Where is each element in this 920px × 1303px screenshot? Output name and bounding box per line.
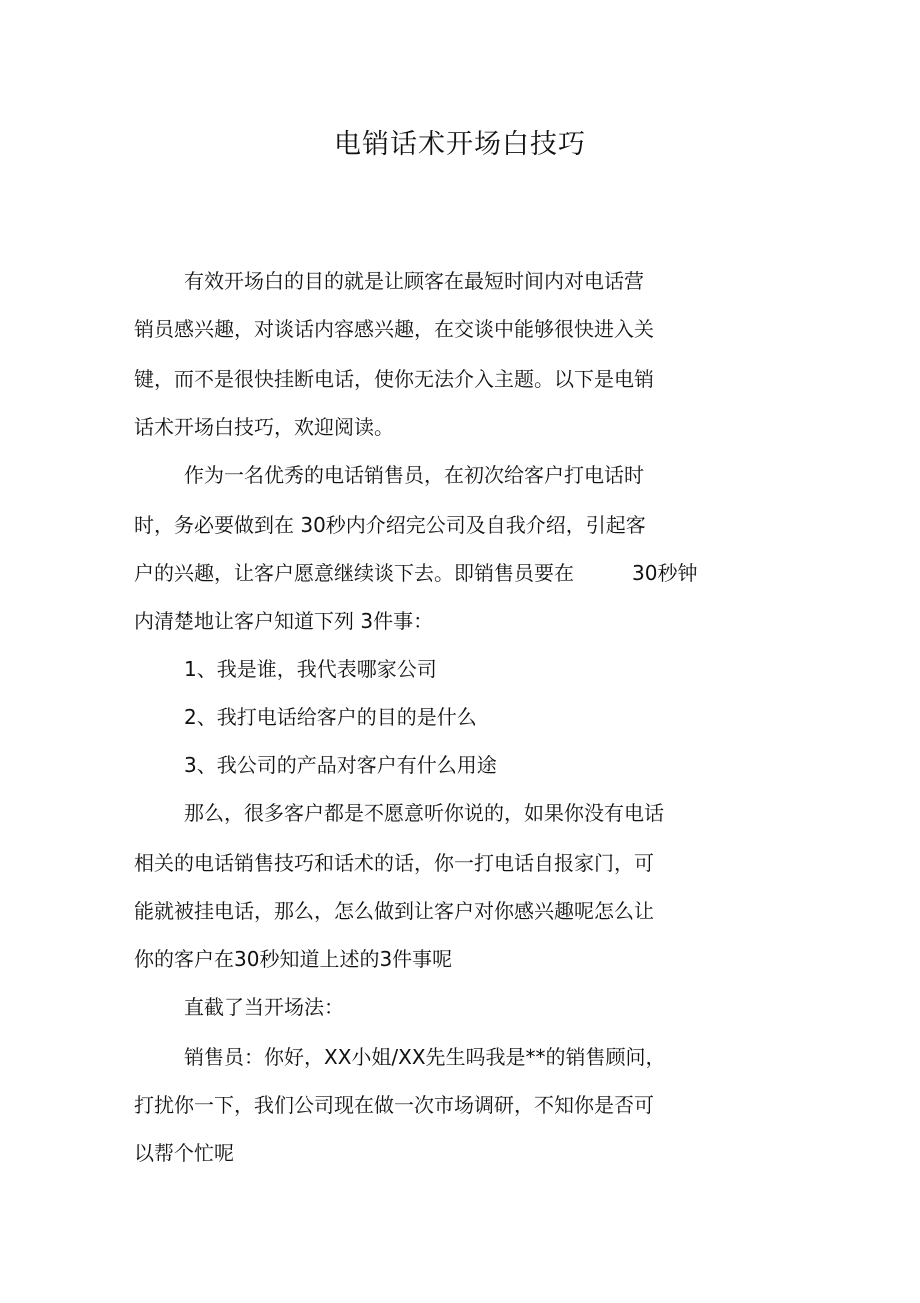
list-item: 2、我打电话给客户的目的是什么 <box>184 705 477 729</box>
line-text: 30秒钟 <box>632 561 698 585</box>
paragraph-line: 你的客户在30秒知道上述的3件事呢 <box>134 947 453 971</box>
paragraph-line: 销员感兴趣，对谈话内容感兴趣，在交谈中能够很快进入关 <box>134 317 654 341</box>
paragraph-line: 相关的电话销售技巧和话术的话，你一打电话自报家门，可 <box>134 851 654 875</box>
section-heading: 直截了当开场法： <box>184 995 344 1019</box>
paragraph-line: 内清楚地让客户知道下列 3件事： <box>134 609 434 633</box>
list-item: 3、我公司的产品对客户有什么用途 <box>184 753 497 777</box>
line-text: 户的兴趣，让客户愿意继续谈下去。即销售员要在 <box>134 561 574 585</box>
page-title: 电销话术开场白技巧 <box>334 129 586 160</box>
paragraph-line: 以帮个忙呢 <box>134 1141 234 1165</box>
paragraph-line: 话术开场白技巧，欢迎阅读。 <box>134 415 394 439</box>
paragraph-line: 能就被挂电话，那么，怎么做到让客户对你感兴趣呢怎么让 <box>134 899 654 923</box>
list-item: 1、我是谁，我代表哪家公司 <box>184 657 437 681</box>
paragraph-line: 有效开场白的目的就是让顾客在最短时间内对电话营 <box>184 269 644 293</box>
paragraph-line: 销售员：你好，XX小姐/XX先生吗我是**的销售顾问， <box>184 1045 666 1069</box>
paragraph-line <box>134 560 697 586</box>
paragraph-line: 键，而不是很快挂断电话，使你无法介入主题。以下是电销 <box>134 367 654 391</box>
paragraph-line: 时，务必要做到在 30秒内介绍完公司及自我介绍，引起客 <box>134 513 646 537</box>
paragraph-line: 作为一名优秀的电话销售员，在初次给客户打电话时 <box>184 463 644 487</box>
paragraph-line: 打扰你一下，我们公司现在做一次市场调研，不知你是否可 <box>134 1093 654 1117</box>
paragraph-line: 那么，很多客户都是不愿意听你说的，如果你没有电话 <box>184 801 664 825</box>
